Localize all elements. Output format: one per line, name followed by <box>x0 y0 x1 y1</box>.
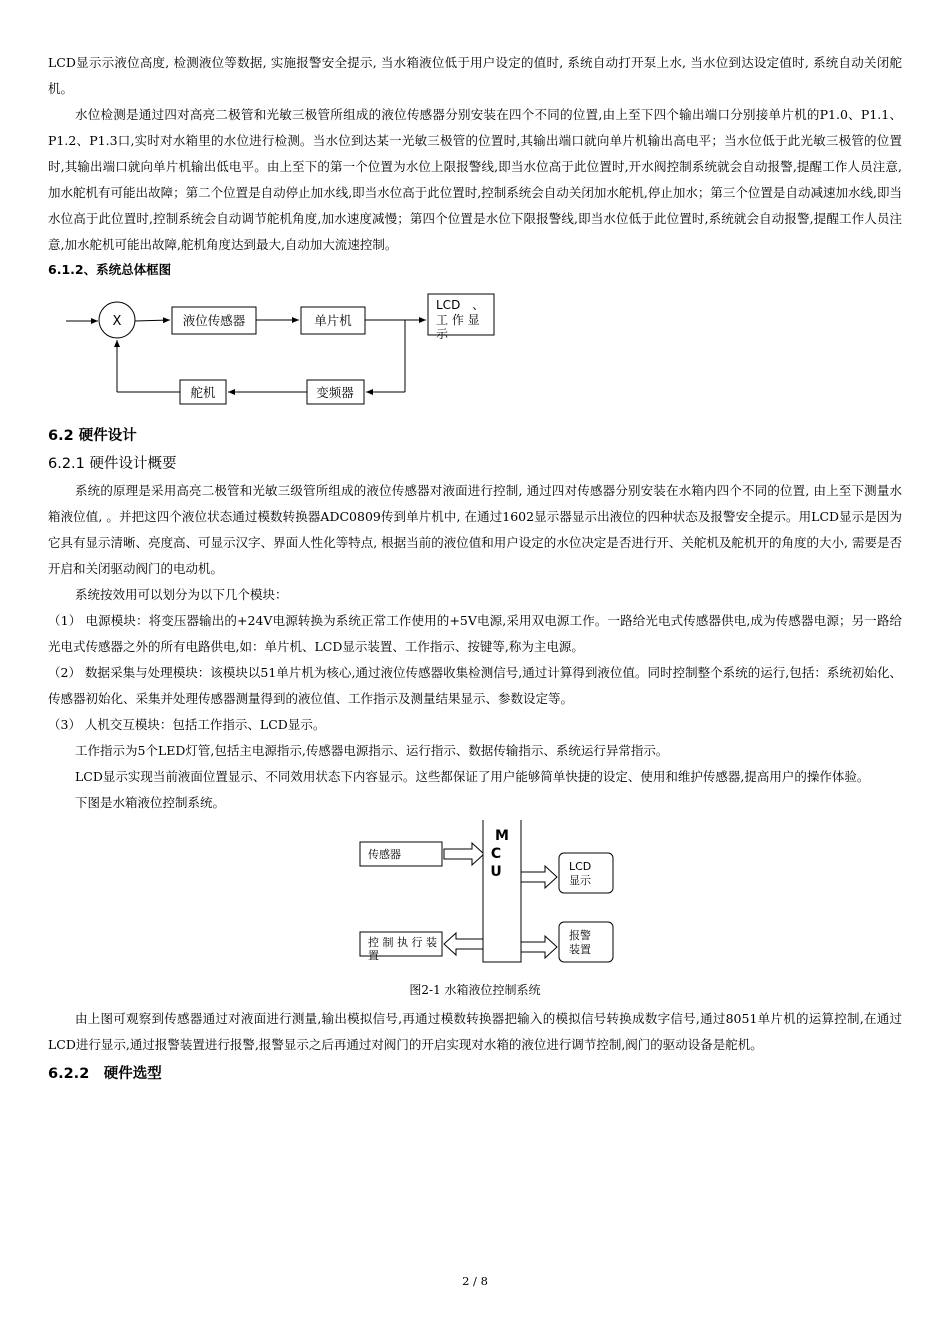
paragraph-system-principle: 系统的原理是采用高亮二极管和光敏三级管所组成的液位传感器对液面进行控制, 通过四对传感器分别安装在水箱内四个不同的位置, 由上至下测量水箱液位值, 。并把这四个液位状态通过模数转换器ADC0809传到单片机中, 在通过1602显示器显示出液位的四种状态及报警安全提示。用LCD显示是因为它具有显示清晰、亮度高、可显示汉字、界面人性化等特点, 根据当前的液位值和用户设定的水位决定是否进行开、关舵机及舵机开的角度的大小, 需要是否开启和关闭驱动阀门的电动机。 <box>48 483 902 576</box>
inverter-label: 变频器 <box>316 385 354 400</box>
level-sensor-label: 液位传感器 <box>182 313 246 328</box>
sensor-label: 传感器 <box>368 848 401 861</box>
mcu-letter-u: U <box>490 864 502 880</box>
mcu-to-alarm-arrow <box>521 936 557 958</box>
mcu-to-actuator-arrow <box>444 933 483 955</box>
sensor-to-mcu-arrow <box>444 843 484 865</box>
lcd-label-line2: 显示 <box>569 874 591 887</box>
lcd-label-line1: LCD 、 <box>436 298 485 312</box>
mcu-label: 单片机 <box>314 313 352 328</box>
mcu-to-lcd-arrow <box>521 866 557 888</box>
system-block-diagram <box>48 284 548 414</box>
lcd-label-line3: 示 <box>436 327 449 341</box>
paragraph-lcd-intro: LCD显示示液位高度, 检测液位等数据, 实施报警安全提示, 当水箱液位低于用户设定的值时, 系统自动打开泵上水, 当水位到达设定值时, 系统自动关闭舵机。 <box>48 55 902 96</box>
paragraph-data-module: （2） 数据采集与处理模块：该模块以51单片机为核心,通过液位传感器收集检测信号,通过计算得到液位值。同时控制整个系统的运行,包括：系统初始化、传感器初始化、采集并处理传感器测量得到的液位值、工作指示及测量结果显示、参数设定等。 <box>48 665 902 706</box>
section-heading-6-2: 6.2 硬件设计 <box>48 428 137 444</box>
section-heading-6-2-2: 6.2.2 硬件选型 <box>48 1066 162 1082</box>
alarm-block <box>559 922 613 962</box>
summing-node-label: X <box>112 314 122 329</box>
paragraph-work-indicator: 工作指示为5个LED灯管,包括主电源指示,传感器电源指示、运行指示、数据传输指示、系统运行异常指示。 <box>75 743 669 758</box>
actuator-label-line2: 置 <box>368 949 379 962</box>
servo-label: 舵机 <box>190 385 216 400</box>
alarm-label-line2: 装置 <box>569 943 591 956</box>
paragraph-water-detection: 水位检测是通过四对高亮二极管和光敏三极管所组成的液位传感器分别安装在四个不同的位置,由上至下四个输出端口分别接单片机的P1.0、P1.1、P1.2、P1.3口,实时对水箱里的水位进行检测。当水位到达某一光敏三极管的位置时,其输出端口就向单片机输出高电平；当水位低于此光敏三极管的位置时,其输出端口就向单片机输出低电平。由上至下的第一个位置为水位上限报警线,即当水位高于此位置时,开水阀控制系统就会自动报警,提醒工作人员注意,加水舵机有可能出故障；第二个位置是自动停止加水线,即当水位高于此位置时,控制系统会自动关闭加水舵机,停止加水；第三个位置是自动减速加水线,即当水位高于此位置时,控制系统会自动调节舵机角度,加水速度减慢；第四个位置是水位下限报警线,即当水位低于此位置时,系统就会自动报警,提醒工作人员注意,加水舵机可能出故障,舵机角度达到最大,自动加大流速控制。 <box>48 107 902 252</box>
section-heading-6-1-2: 6.1.2、系统总体框图 <box>48 262 172 277</box>
alarm-label-line1: 报警 <box>569 929 591 942</box>
lcd-label-line2: 工 作 显 <box>436 313 480 327</box>
paragraph-modules-intro: 系统按效用可以划分为以下几个模块： <box>75 587 288 602</box>
section-heading-6-2-1: 6.2.1 硬件设计概要 <box>48 456 177 472</box>
mcu-letter-m: M <box>495 828 509 844</box>
figure-caption: 图2-1 水箱液位控制系统 <box>409 983 541 997</box>
paragraph-power-module: （1） 电源模块：将变压器输出的+24V电源转换为系统正常工作使用的+5V电源,采用双电源工作。一路给光电式传感器供电,成为传感器电源；另一路给光电式传感器之外的所有电路供电,如：单片机、LCD显示装置、工作指示、按键等,称为主电源。 <box>48 613 902 654</box>
paragraph-lcd-display: LCD显示实现当前液面位置显示、不同效用状态下内容显示。这些都保证了用户能够简单快捷的设定、使用和维护传感器,提高用户的操作体验。 <box>75 769 870 784</box>
paragraph-figure-intro: 下图是水箱液位控制系统。 <box>75 795 226 810</box>
actuator-label-line1: 控 制 执 行 装 <box>368 936 437 949</box>
document-page <box>48 50 902 1088</box>
paragraph-hmi-module: （3） 人机交互模块：包括工作指示、LCD显示。 <box>48 717 326 732</box>
lcd-label-line1: LCD <box>569 860 592 873</box>
water-tank-control-diagram <box>48 820 902 978</box>
mcu-letter-c: C <box>490 846 502 862</box>
paragraph-figure-explanation: 由上图可观察到传感器通过对液面进行测量,输出模拟信号,再通过模数转换器把输入的模拟信号转换成数字信号,通过8051单片机的运算控制,在通过LCD进行显示,通过报警装置进行报警,报警显示之后再通过对阀门的开启实现对水箱的液位进行调节控制,阀门的驱动设备是舵机。 <box>48 1011 902 1052</box>
page-number: 2 / 8 <box>462 1274 488 1288</box>
lcd-display-block <box>559 853 613 893</box>
